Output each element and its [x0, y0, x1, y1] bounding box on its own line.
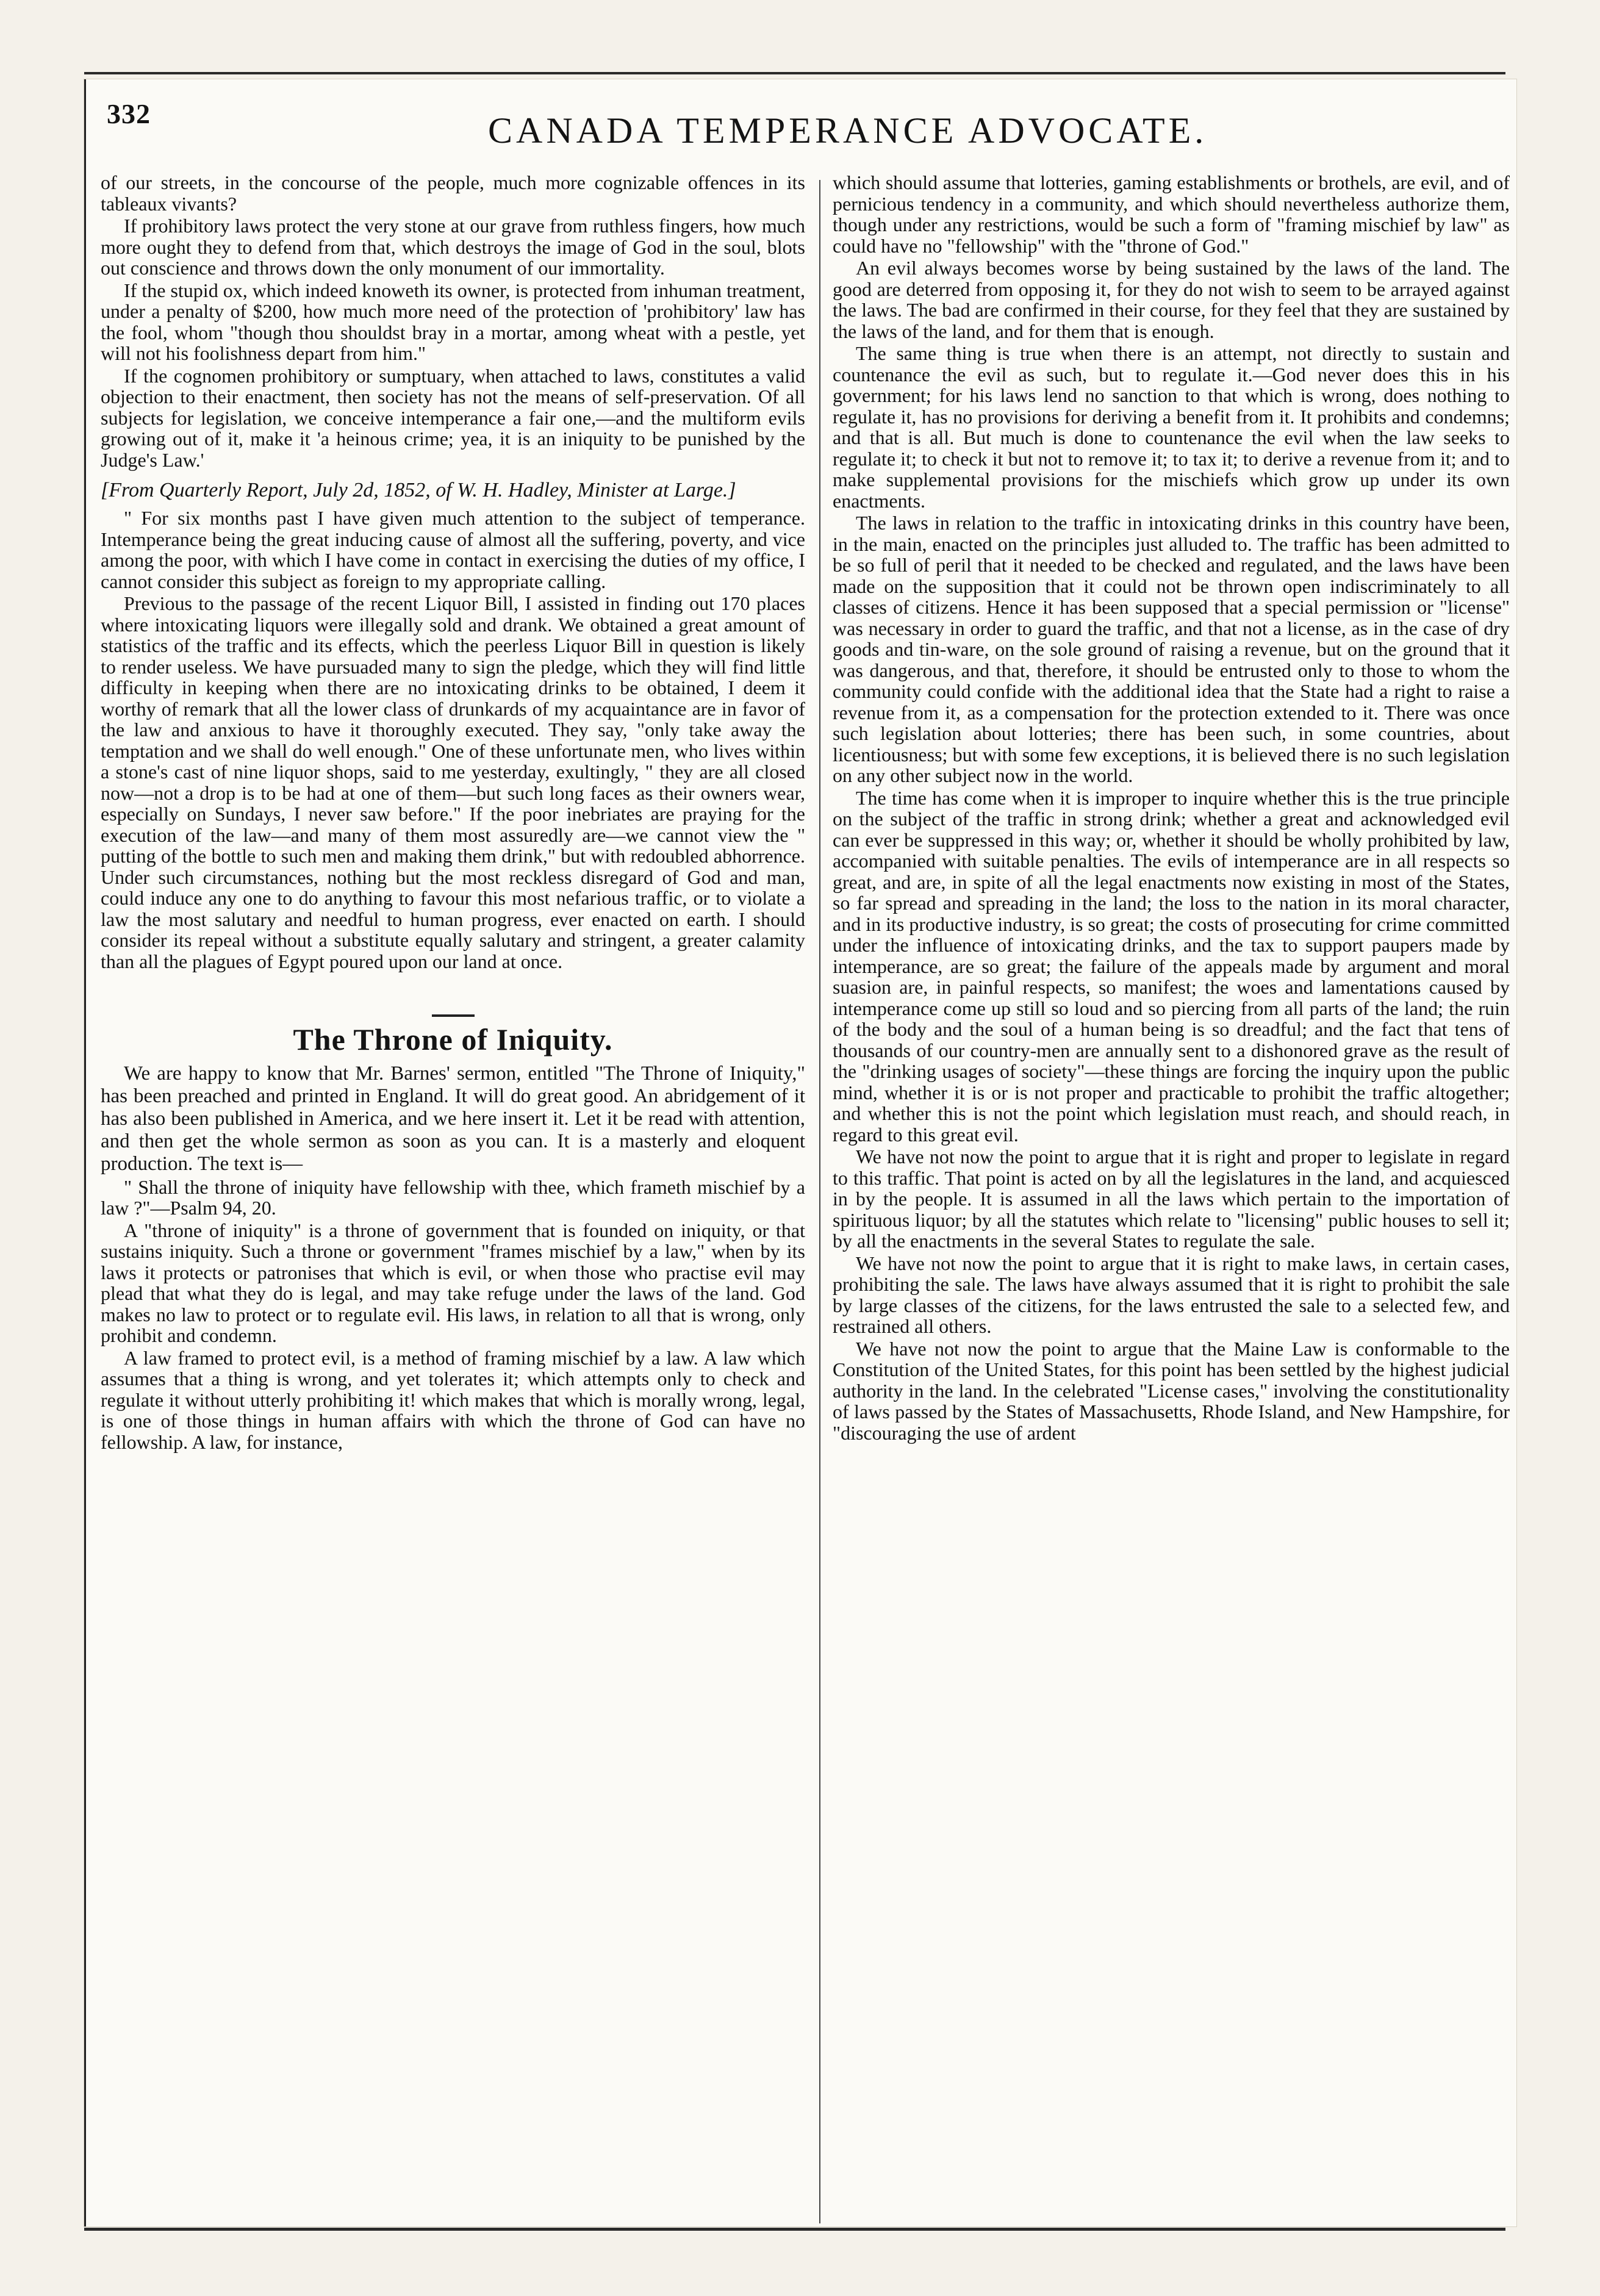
paragraph: which should assume that lotteries, gaming establishments or brothels, are evil, and of pernicious tendency in a community, and which should nevertheless authorize them, though under any restrictions, would be such a form of "framing mischief by law" as could have no "fellowship" with the "throne of God." [833, 172, 1510, 257]
epigraph: " Shall the throne of iniquity have fellowship with thee, which frameth mischief by a law ?"—Psalm 94, 20. [101, 1175, 805, 1219]
running-head [85, 91, 1507, 165]
paragraph: A law framed to protect evil, is a method of framing mischief by a law. A law which assumes that a thing is wrong, and yet tolerates it; which attempts only to check and regulate it without utterly prohibiting it! which makes that which is morally wrong, legal, is one of those things in human affairs with which the throne of God can have no fellowship. A law, for instance, [101, 1346, 805, 1453]
section-title: The Throne of Iniquity. [293, 1022, 613, 1057]
paragraph: An evil always becomes worse by being sustained by the laws of the land. The good are deterred from opposing it, for they do not wish to seem to be arrayed against the laws. The bad are confirmed in their course, for they feel that they are sustained by the laws of the land, and for them that is enough. [833, 257, 1510, 342]
paragraph: The laws in relation to the traffic in intoxicating drinks in this country have been, in the main, enacted on the principles just alluded to. The traffic has been admitted to be so full of peril that it needed to be checked and regulated, and the laws have been made on the supposition that it could not be thrown open indiscriminately to all classes of citizens. Hence it has been supposed that a special permission or "license" was necessary in order to guard the traffic, and that not a license, as in the case of dry goods and tin-ware, on the sole ground of raising a revenue, but on the ground that it was dangerous, and that, therefore, it should be entrusted only to those to whom the community could confide with the additional idea that the State had a right to raise a revenue from it, as a compensation for the protection extended to it. There was once such legislation about lotteries; there has been such, in some countries, about licentiousness; but with some few exceptions, it is believed there is no such legislation on any other subject now in the world. [833, 512, 1510, 786]
paragraph: We have not now the point to argue that it is right and proper to legislate in regard to this traffic. That point is acted on by all the legislatures in the land, and acquiesced in by the people. It is assumed in all the laws which pertain to the importation of spirituous liquor; by all the statutes which relate to "licensing" public houses to sell it; by all the enactments in the several States to regulate the sale. [833, 1146, 1510, 1252]
paragraph: The time has come when it is improper to inquire whether this is the true principle on the subject of the traffic in strong drink; whether a great and acknowledged evil can ever be suppressed in this way; or, whether it should be wholly prohibited by law, accompanied with suitable penalties. The evils of intemperance are in all respects so great, and are, in spite of all the legal enactments now existing in most of the States, so far spread and spreading in the land; the loss to the nation in its moral character, and in its productive industry, is so great; the costs of prosecuting for crime committed under the influence of intoxicating drinks, and the tax to support paupers made by intemperance, are so great; the failure of the appeals made by argument and moral suasion are, in painful respects, so manifest; the woes and lamentations caused by intemperance come up still so loud and so piercing from all parts of the land; the ruin of the body and the soul of a human being is so dreadful; and the fact that tens of thousands of our country-men are annually sent to a dishonored grave as the result of the "drinking usages of society"—these things are forcing the inquiry upon the public mind, whether it is or is not proper and practicable to prohibit the traffic altogether; and whether this is not the point which legislation must reach, and should reach, in regard to this great evil. [833, 786, 1510, 1146]
paragraph: If the cognomen prohibitory or sumptuary, when attached to laws, constitutes a valid objection to their enactment, then society has not the means of self-preservation. Of all subjects for legislation, we conceive intemperance a fair one,—and the multiform evils growing out of it, make it 'a heinous crime; yea, it is an iniquity to be punished by the Judge's Law.' [101, 364, 805, 471]
paragraph: " For six months past I have given much attention to the subject of temperance. Intemperance being the great inducing cause of almost all the suffering, poverty, and vice among the poor, with which I have come in contact in exercising the duties of my office, I cannot consider this subject as foreign to my appropriate calling. [101, 507, 805, 592]
section-separator [432, 1014, 475, 1017]
bottom-rule [84, 2228, 1505, 2231]
left-column [101, 172, 805, 2215]
paragraph: We have not now the point to argue that it is right to make laws, in certain cases, prohibiting the sale. The laws have always assumed that it is right to prohibit the sale by large classes of the citizens, for the laws entrusted the sale to a selected few, and restrained all others. [833, 1252, 1510, 1337]
right-column [833, 172, 1510, 2222]
paragraph: We are happy to know that Mr. Barnes' sermon, entitled "The Throne of Iniquity," has been preached and printed in England. It will do great good. An abridgement of it has also been published in America, and we here insert it. Let it be read with attention, and then get the whole sermon as soon as you can. It is a masterly and eloquent production. The text is— [101, 1062, 805, 1175]
page-number: 332 [107, 98, 151, 129]
paragraph: We have not now the point to argue that the Maine Law is conformable to the Constitution of the United States, for this point has been settled by the highest judicial authority in the land. In the celebrated "License cases," involving the constitutionality of laws passed by the States of Massachusetts, Rhode Island, and New Hampshire, for "discouraging the use of ardent [833, 1337, 1510, 1444]
paragraph: If prohibitory laws protect the very stone at our grave from ruthless fingers, how much more ought they to defend from that, which destroys the image of God in the soul, blots out conscience and throws down the only monument of our immortality. [101, 215, 805, 279]
paragraph: Previous to the passage of the recent Liquor Bill, I assisted in finding out 170 places where intoxicating liquors were illegally sold and drank. We obtained a great amount of statistics of the traffic and its effects, which the peerless Liquor Bill in question is likely to render useless. We have pursuaded many to sign the pledge, which they will find little difficulty in keeping when there are no intoxicating drinks to be obtained, I deem it worthy of remark that all the lower class of drunkards of my acquaintance are in favor of the law and anxious to have it thoroughly executed. They say, "only take away the temptation and we shall do well enough." One of these unfortunate men, who lives within a stone's cast of nine liquor shops, said to me yesterday, exultingly, " they are all closed now—not a drop is to be had at one of them—but such long faces as their owners wear, especially on Sundays, I never saw before." If the poor inebriates are praying for the execution of the law—and many of them most assuredly are—we cannot view the " putting of the bottle to such men and making them drink," but with redoubled abhorrence. Under such circumstances, nothing but the most reckless disregard of God and man, could induce any one to do anything to favour this most nefarious traffic, or to violate a law the most salutary and needful to human progress, ever enacted on earth. I should consider its repeal without a substitute equally salutary and stringent, a greater calamity than all the plagues of Egypt poured upon our land at once. [101, 592, 805, 972]
paragraph: A "throne of iniquity" is a throne of government that is founded on iniquity, or that sustains iniquity. Such a throne or government "frames mischief by a law," when by its laws it protects or patronises that which is evil, or when those who practise evil may plead that what they do is legal, and may take refuge under the laws of the land. God makes no law to protect or to regulate evil. His laws, in relation to all that is wrong, only prohibit and condemn. [101, 1219, 805, 1346]
top-rule [84, 72, 1505, 74]
paragraph: If the stupid ox, which indeed knoweth its owner, is protected from inhuman treatment, under a penalty of $200, how much more need of the protection of 'prohibitory' law has the fool, whom "though thou shouldst bray in a mortar, among wheat with a pestle, yet will not his foolishness depart from him." [101, 279, 805, 364]
column-divider [819, 180, 820, 2223]
source-note: [From Quarterly Report, July 2d, 1852, of W. H. Hadley, Minister at Large.] [101, 479, 736, 501]
journal-title: CANADA TEMPERANCE ADVOCATE. [488, 110, 1208, 151]
paragraph: of our streets, in the concourse of the people, much more cognizable offences in its tableaux vivants? [101, 172, 805, 215]
paragraph: The same thing is true when there is an attempt, not directly to sustain and countenance the evil as such, but to regulate it.—God never does this in his government; for his laws lend no sanction to that which is wrong, does nothing to regulate it, has no provisions for deriving a benefit from it. It prohibits and condemns; and that is all. But much is done to countenance the evil when the law seeks to regulate it; to check it but not to remove it; to tax it; to derive a revenue from it; and to make supplemental provisions for the mischiefs which grow up under its own enactments. [833, 342, 1510, 512]
